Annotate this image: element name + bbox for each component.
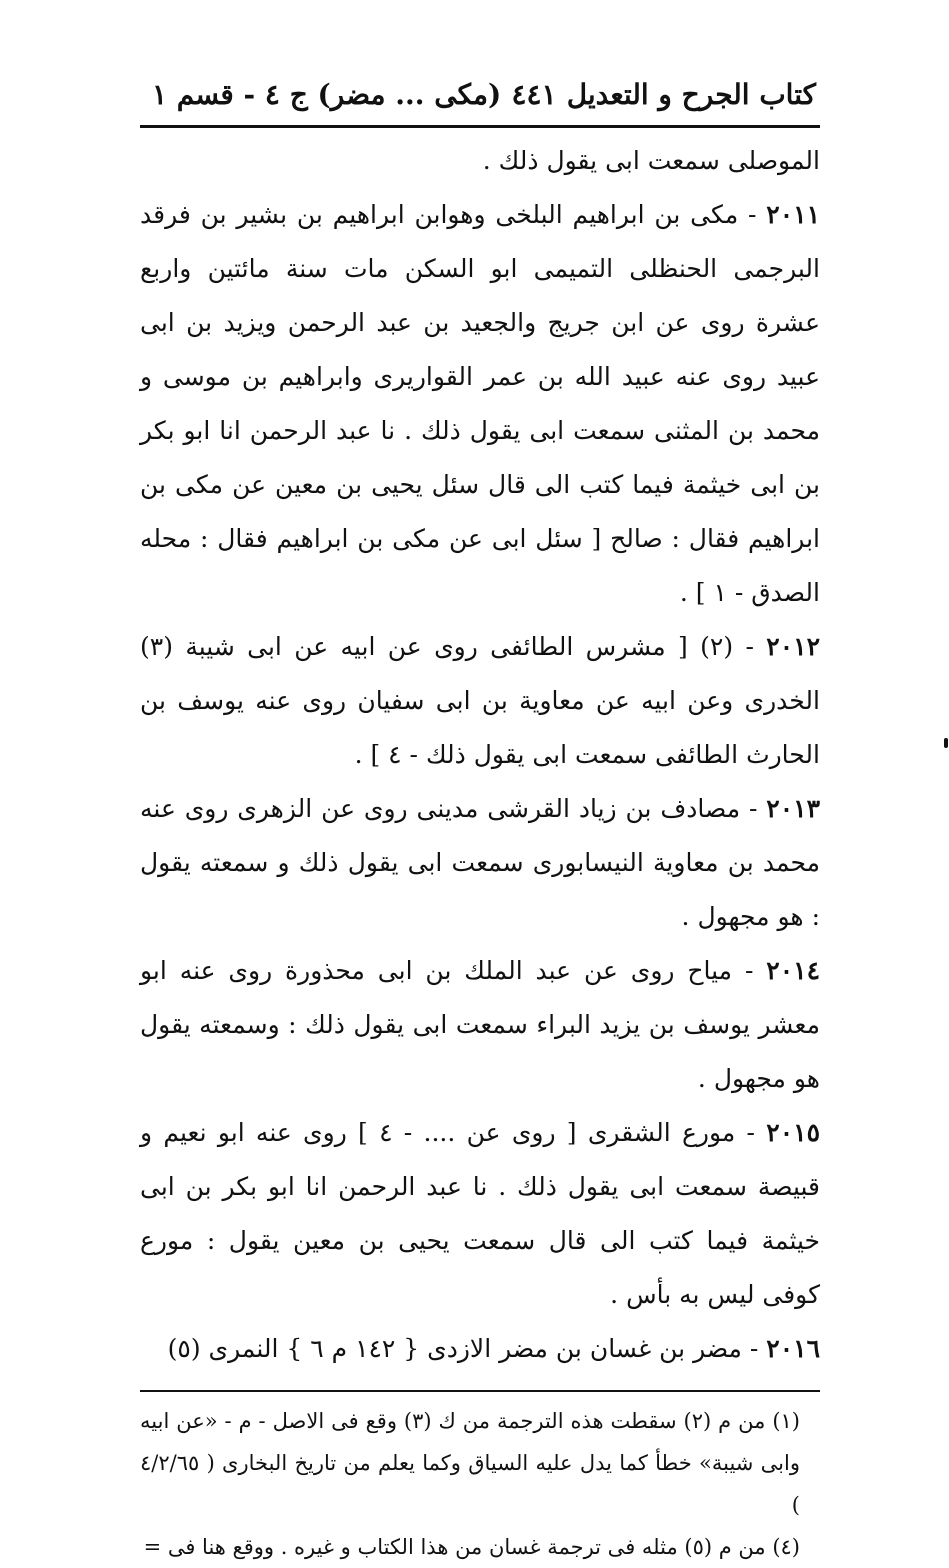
entry-text: مضر بن غسان بن مضر الازدى { ١٤٢ م ٦ } النمرى (٥) [167, 1334, 742, 1363]
entry-text: مصادف بن زياد القرشى مدينى روى عن الزهرى روى عنه محمد بن معاوية النيسابورى سمعت ابى يقول ذلك و سمعته يقول : هو مجهول . [140, 794, 820, 931]
entry-text: مورع الشقرى [ روى عن .... - ٤ ] روى عنه ابو نعيم و قبيصة سمعت ابى يقول ذلك . نا عبد الرحمن انا ابو بكر بن ابى خيثمة فيما كتب الى قال سمعت يحيى بن معين يقول : مورع كوفى ليس به بأس . [140, 1118, 820, 1309]
book-title: كتاب الجرح و التعديل [566, 78, 816, 111]
entry-2014: ٢٠١٤ - مياح روى عن عبد الملك بن ابى محذورة روى عنه ابو معشر يوسف بن يزيد البراء سمعت ابى يقول ذلك : وسمعته يقول هو مجهول . [140, 956, 820, 1093]
entry-number: ٢٠١٥ [766, 1118, 820, 1147]
footnote-line: (١) من م (٢) سقطت هذه الترجمة من ك (٣) وقع فى الاصل - م - «عن ابيه وابى شيبة» خطأ كما يدل عليه السياق وكما يعلم من تاريخ البخارى ( ٤/٢/٦٥ ) [140, 1409, 800, 1517]
entry-number: ٢٠١٣ [766, 794, 820, 823]
entry-2015: ٢٠١٥ - مورع الشقرى [ روى عن .... - ٤ ] روى عنه ابو نعيم و قبيصة سمعت ابى يقول ذلك . نا عبد الرحمن انا ابو بكر بن ابى خيثمة فيما كتب الى قال سمعت يحيى بن معين يقول : مورع كوفى ليس به بأس . [140, 1118, 820, 1309]
header-rule [140, 125, 820, 128]
entry-text: (٢) [ مشرس الطائفى روى عن ابيه عن ابى شيبة (٣) الخدرى وعن ابيه عن معاوية بن ابى سفيان روى عنه يوسف بن الحارث الطائفى سمعت ابى يقول ذلك - ٤ ] . [140, 632, 820, 769]
entry-text: مكى بن ابراهيم البلخى وهوابن ابراهيم بن بشير بن فرقد البرجمى الحنظلى التميمى ابو السكن مات سنة مائتين واربع عشرة روى عن ابن جريج والجعيد بن عبد الرحمن ويزيد بن ابى عبيد روى عنه عبيد الله بن عمر القواريرى وابراهيم بن موسى و محمد بن المثنى سمعت ابى يقول ذلك . نا عبد الرحمن انا ابو بكر بن ابى خيثمة فيما كتب الى قال سئل يحيى بن معين عن مكى بن ابراهيم فقال : صالح [ سئل ابى عن مكى بن ابراهيم فقال : محله الصدق - ١ ] . [140, 200, 820, 607]
volume-range: (مكى ... مضر) ج ٤ - قسم ١ [152, 78, 502, 111]
entry-number: ٢٠١٤ [766, 956, 820, 985]
entry-number: ٢٠١٦ [766, 1334, 820, 1363]
margin-mark [944, 738, 948, 748]
entry-2012: ٢٠١٢ - (٢) [ مشرس الطائفى روى عن ابيه عن ابى شيبة (٣) الخدرى وعن ابيه عن معاوية بن ابى سفيان روى عنه يوسف بن الحارث الطائفى سمعت ابى يقول ذلك - ٤ ] . [140, 632, 820, 769]
footnote-line: (٤) من م (٥) مثله فى ترجمة غسان من هذا الكتاب و غيره . ووقع هنا فى = [143, 1535, 800, 1559]
entry-number: ٢٠١١ [766, 200, 821, 229]
footnotes [140, 1400, 820, 1568]
footnote-rule [140, 1390, 820, 1392]
book-page [140, 78, 820, 1568]
entry-number: ٢٠١٢ [766, 632, 820, 661]
running-head [140, 78, 820, 125]
entry-text: مياح روى عن عبد الملك بن ابى محذورة روى عنه ابو معشر يوسف بن يزيد البراء سمعت ابى يقول ذلك : وسمعته يقول هو مجهول . [140, 956, 820, 1093]
page-number: ٤٤١ [511, 78, 557, 111]
main-text [140, 134, 820, 1376]
entry-2013: ٢٠١٣ - مصادف بن زياد القرشى مدينى روى عن الزهرى روى عنه محمد بن معاوية النيسابورى سمعت ابى يقول ذلك و سمعته يقول : هو مجهول . [140, 794, 820, 931]
entry-2016: ٢٠١٦ - مضر بن غسان بن مضر الازدى { ١٤٢ م ٦ } النمرى (٥) [167, 1334, 820, 1363]
entry-2011: ٢٠١١ - مكى بن ابراهيم البلخى وهوابن ابراهيم بن بشير بن فرقد البرجمى الحنظلى التميمى ابو السكن مات سنة مائتين واربع عشرة روى عن ابن جريج والجعيد بن عبد الرحمن ويزيد بن ابى عبيد روى عنه عبيد الله بن عمر القواريرى وابراهيم بن موسى و محمد بن المثنى سمعت ابى يقول ذلك . نا عبد الرحمن انا ابو بكر بن ابى خيثمة فيما كتب الى قال سئل يحيى بن معين عن مكى بن ابراهيم فقال : صالح [ سئل ابى عن مكى بن ابراهيم فقال : محله الصدق - ١ ] . [140, 200, 821, 607]
continuation-line: الموصلى سمعت ابى يقول ذلك . [482, 146, 820, 175]
